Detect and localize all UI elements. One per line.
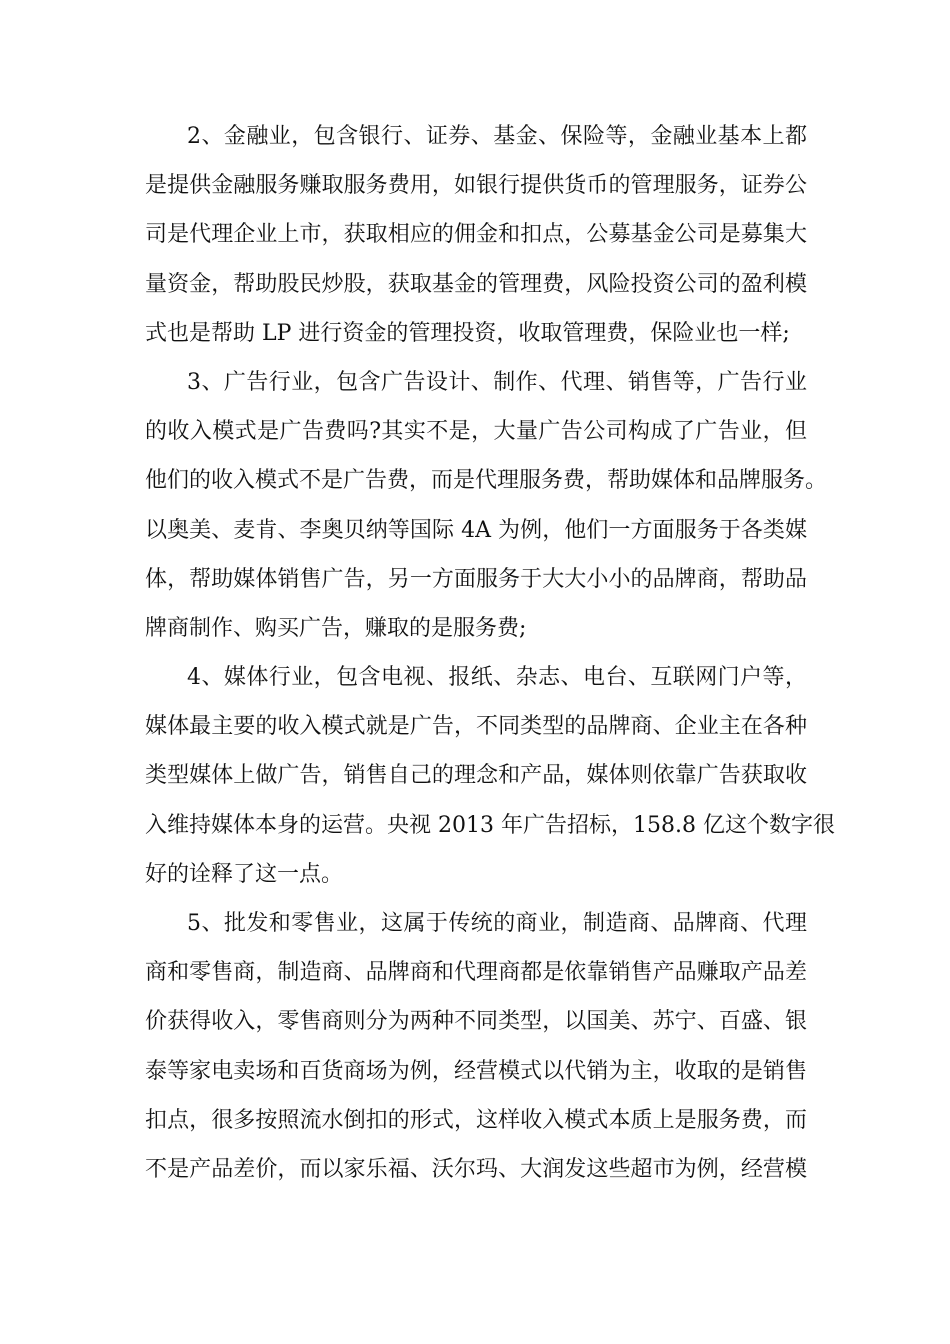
paragraph-line: 体，帮助媒体销售广告，另一方面服务于大大小小的品牌商，帮助品 <box>145 566 807 592</box>
paragraph-advertising <box>145 358 828 653</box>
paragraph-line: 媒体最主要的收入模式就是广告，不同类型的品牌商、企业主在各种 <box>145 714 807 740</box>
paragraph-line: 牌商制作、购买广告，赚取的是服务费; <box>145 615 527 641</box>
paragraph-line: 以奥美、麦肯、李奥贝纳等国际 4A 为例，他们一方面服务于各类媒 <box>145 517 807 543</box>
paragraph-line: 司是代理企业上市，获取相应的佣金和扣点，公募基金公司是募集大 <box>145 222 807 248</box>
paragraph-media <box>145 653 835 899</box>
paragraph-line: 5、批发和零售业，这属于传统的商业，制造商、品牌商、代理 <box>187 911 807 936</box>
paragraph-line: 量资金，帮助股民炒股，获取基金的管理费，风险投资公司的盈利模 <box>145 271 807 297</box>
paragraph-line: 2、金融业，包含银行、证券、基金、保险等，金融业基本上都 <box>187 124 807 149</box>
paragraph-line: 他们的收入模式不是广告费，而是代理服务费，帮助媒体和品牌服务。 <box>145 468 828 494</box>
paragraph-line: 的收入模式是广告费吗?其实不是，大量广告公司构成了广告业，但 <box>145 419 807 445</box>
paragraph-line: 类型媒体上做广告，销售自己的理念和产品，媒体则依靠广告获取收 <box>145 763 807 789</box>
paragraph-finance <box>145 112 807 358</box>
paragraph-line: 入维持媒体本身的运营。央视 2013 年广告招标，158.8 亿这个数字很 <box>145 812 835 838</box>
paragraph-line: 商和零售商，制造商、品牌商和代理商都是依靠销售产品赚取产品差 <box>145 960 807 986</box>
document-body <box>145 112 835 1194</box>
paragraph-line: 好的诠释了这一点。 <box>145 861 344 887</box>
paragraph-line: 3、广告行业，包含广告设计、制作、代理、销售等，广告行业 <box>187 369 807 395</box>
paragraph-line: 式也是帮助 LP 进行资金的管理投资，收取管理费，保险业也一样; <box>145 320 790 346</box>
paragraph-line: 4、媒体行业，包含电视、报纸、杂志、电台、互联网门户等， <box>187 665 807 691</box>
paragraph-line: 是提供金融服务赚取服务费用，如银行提供货币的管理服务，证券公 <box>145 173 807 199</box>
paragraph-line: 价获得收入，零售商则分为两种不同类型，以国美、苏宁、百盛、银 <box>145 1009 807 1035</box>
paragraph-line: 不是产品差价，而以家乐福、沃尔玛、大润发这些超市为例，经营模 <box>145 1156 807 1182</box>
paragraph-retail <box>145 899 807 1194</box>
paragraph-line: 扣点，很多按照流水倒扣的形式，这样收入模式本质上是服务费，而 <box>145 1107 807 1133</box>
paragraph-line: 泰等家电卖场和百货商场为例，经营模式以代销为主，收取的是销售 <box>145 1058 807 1084</box>
